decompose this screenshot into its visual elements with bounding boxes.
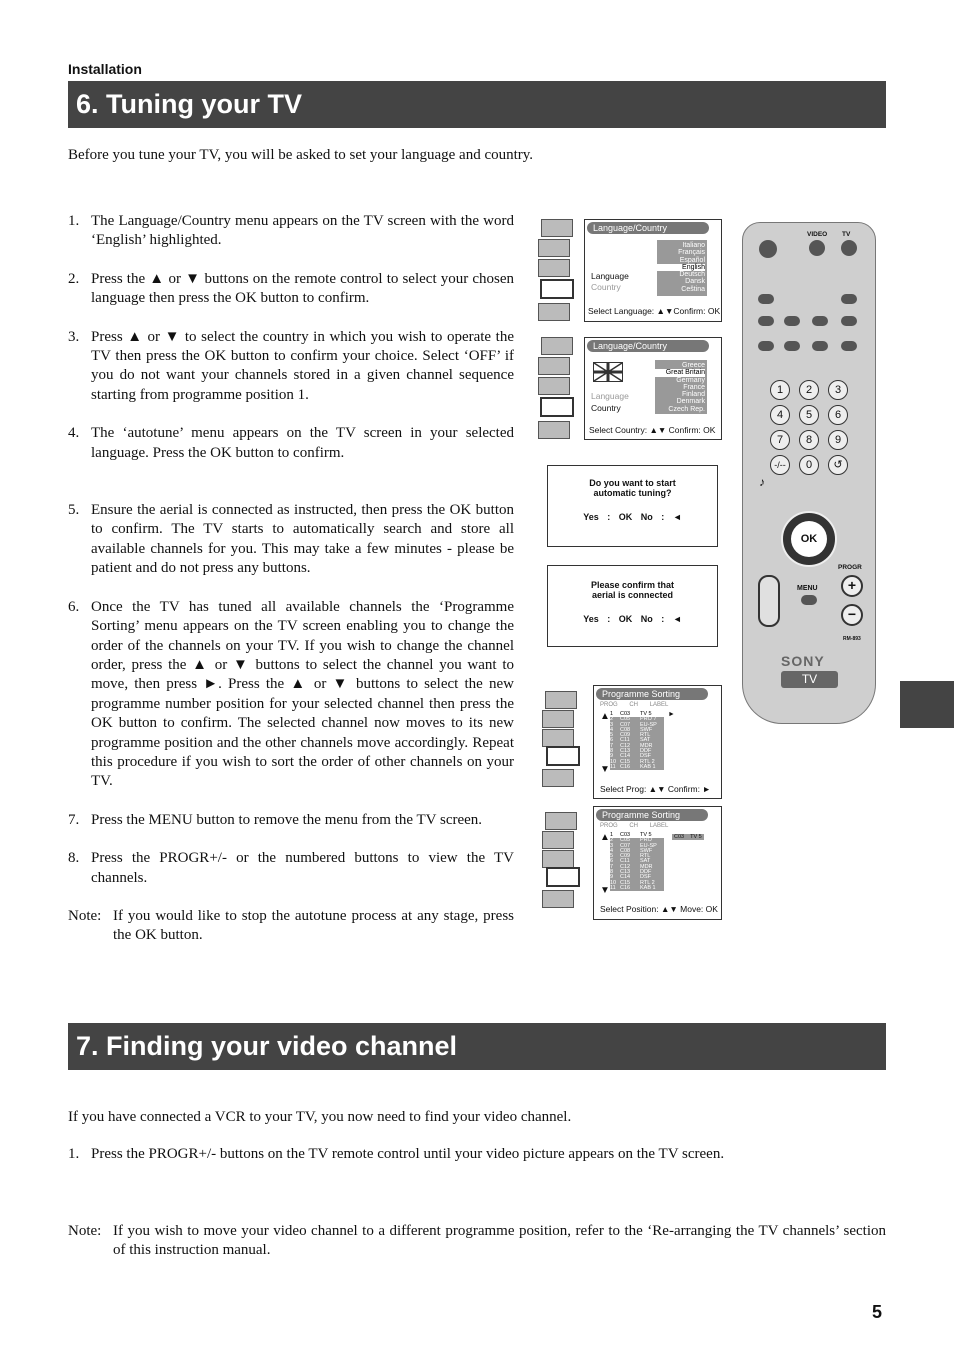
osd-footer: Select Language: ▲▼Confirm: OK [588,306,721,316]
tv-power-button[interactable] [841,240,857,256]
function-button[interactable] [784,316,800,326]
video-label: VIDEO [807,231,828,238]
features-tab-icon [538,259,570,277]
program-up-button[interactable]: + [841,575,863,597]
table-cell: PRO 7 [640,716,657,723]
aerial-prompt: Please confirm that aerial is connected Yes : OK No : ◄ [547,565,718,647]
mute-button[interactable] [759,240,777,258]
table-cell: 2 [610,837,614,844]
up-arrow-icon: ▲ [600,832,610,843]
chapter-tab [900,681,954,728]
table-cell: 1 [610,832,614,838]
step-7: 7. Press the MENU button to remove the menu from the TV screen. [68,811,483,828]
table-cell: C12 [620,863,631,870]
osd-language-menu [584,219,722,322]
menu-button[interactable] [801,595,817,605]
menu-row-country: Country [587,402,653,414]
joystick-ring [781,511,837,567]
table-cell: 8 [610,748,614,755]
table-cell: C09 [620,853,631,860]
table-cell: C12 [620,742,631,749]
number-7-button[interactable]: 7 [770,430,790,450]
table-cell: SWF [640,726,653,733]
menu-row-country: Country [591,282,621,292]
sony-logo: SONY [781,653,825,669]
section-label: Installation [68,61,142,77]
preset-tab-icon [538,303,570,321]
table-cell: 3 [610,721,614,728]
sort-columns: PROG CH LABEL [600,823,669,829]
table-cell: SAT [640,737,651,744]
table-cell: KAB 1 [640,884,656,891]
jump-button[interactable]: ↺ [828,455,848,475]
ok-button[interactable]: OK [791,521,827,557]
table-cell: RTL 2 [640,758,655,765]
table-cell: C05 [620,716,631,723]
table-cell: 6 [610,737,614,744]
menu-row-language: Language [587,270,655,282]
sound-tab-icon [542,831,574,849]
table-cell: 6 [610,858,614,865]
sort-columns: PROG CH LABEL [600,702,669,708]
table-cell: 1 [610,711,614,717]
table-cell: C15 [620,879,631,886]
moving-channel: C03 TV 5 [674,834,702,840]
function-button[interactable] [758,316,774,326]
table-cell: DSF [640,753,651,760]
table-cell: C09 [620,732,631,739]
table-cell: SAT [640,858,651,865]
sort-table [610,712,664,770]
remote-control [742,222,876,724]
table-cell: EU-SP [640,721,657,728]
osd-title: Language/Country [587,340,709,352]
function-button[interactable] [812,341,828,351]
table-cell: 5 [610,732,614,739]
table-cell: C08 [620,847,631,854]
function-button[interactable] [812,316,828,326]
right-arrow-icon: ► [668,711,675,718]
number-1-button[interactable]: 1 [770,380,790,400]
table-cell: 10 [610,879,617,886]
table-cell: MDR [640,742,653,749]
number-4-button[interactable]: 4 [770,405,790,425]
menu-label: MENU [797,585,818,592]
number-8-button[interactable]: 8 [799,430,819,450]
table-cell: C14 [620,874,631,881]
number-5-button[interactable]: 5 [799,405,819,425]
table-cell: DDF [640,869,652,876]
menu-row-language: Language [591,391,629,401]
preset-tab-icon [542,769,574,787]
up-arrow-icon: ▲ [600,711,610,722]
function-button[interactable] [758,294,774,304]
table-cell: C14 [620,753,631,760]
function-button[interactable] [841,341,857,351]
function-buttons [753,286,863,356]
table-cell: 9 [610,874,614,881]
section-6-intro: Before you tune your TV, you will be asked to set your language and country. [68,147,534,163]
table-cell: C07 [620,842,631,849]
table-cell: TV 5 [640,711,652,717]
table-cell: C07 [620,721,631,728]
step-8: 8. Press the PROGR+/- or the numbered buttons to view the TV channels. [68,850,514,886]
osd-footer: Select Prog: ▲▼ Confirm: ► [600,784,711,794]
table-cell: RTL [640,732,651,739]
table-cell: DDF [640,748,652,755]
progr-label: PROGR [838,564,862,571]
setup-tab-icon [540,279,574,299]
uk-flag-icon [593,362,623,382]
table-cell: 11 [610,763,616,770]
section-7-note: Note: If you wish to move your video channel to a different programme position, refer to the ‘Re-arranging the TV channels’ section of this instruction manual. [68,1223,886,1258]
table-cell: C03 [620,711,631,717]
tuning-steps [68,212,514,946]
page-number: 5 [872,1302,883,1322]
table-cell: MDR [640,863,653,870]
volume-rocker[interactable] [758,575,780,627]
number-2-button[interactable]: 2 [799,380,819,400]
step-1: 1. The Language/Country menu appears on the TV screen with the word ‘English’ highlighted. [68,213,514,249]
autotune-prompt: Do you want to start automatic tuning? Yes : OK No : ◄ [547,465,718,547]
picture-tab-icon [545,691,577,709]
sound-tab-icon [538,357,570,375]
osd-programme-sorting-2 [593,806,722,920]
osd-footer: Select Position: ▲▼ Move: OK [600,904,718,914]
features-tab-icon [542,729,574,747]
step-4: 4. The ‘autotune’ menu appears on the TV screen in your selected language. Press the OK button to confirm. [68,425,514,461]
down-arrow-icon: ▼ [600,764,610,775]
table-cell: 2 [610,716,614,723]
table-cell: EU-SP [640,842,657,849]
table-cell: TV 5 [640,832,652,838]
picture-tab-icon [541,219,573,237]
osd-programme-sorting-1 [593,685,722,799]
section-6-note: Note: If you would like to stop the autotune process at any stage, press the OK button. [68,907,514,944]
program-down-button[interactable]: − [841,604,863,626]
setup-tab-icon [540,397,574,417]
number-0-button[interactable]: 0 [799,455,819,475]
table-cell: C16 [620,763,631,770]
down-arrow-icon: ▼ [600,885,610,896]
table-cell: 3 [610,842,614,849]
table-cell: C05 [620,837,631,844]
section-7-intro: If you have connected a VCR to your TV, you now need to find your video channel. [68,1109,572,1125]
table-cell: RTL 2 [640,879,655,886]
table-cell: KAB 1 [640,763,656,770]
table-cell: SWF [640,847,653,854]
table-cell: 4 [610,847,614,854]
table-cell: 9 [610,753,614,760]
number-6-button[interactable]: 6 [828,405,848,425]
function-button[interactable] [758,341,774,351]
function-button[interactable] [841,316,857,326]
table-cell: 8 [610,869,614,876]
table-cell: 11 [610,884,616,891]
table-cell: C15 [620,758,631,765]
step-5: 5. Ensure the aerial is connected as instructed, then press the OK button to confirm. The TV starts to automatically search and store all available channels for you. This may take a few minutes - please be patient and do not press any buttons. [68,502,514,577]
sort-table [610,833,664,891]
number-9-button[interactable]: 9 [828,430,848,450]
table-cell: 10 [610,758,617,765]
table-cell: 5 [610,853,614,860]
table-cell: C16 [620,884,631,891]
table-cell: DSF [640,874,651,881]
function-button[interactable] [784,341,800,351]
left-arrow-icon: ◄ [672,512,682,522]
table-row [610,886,664,891]
number-3-button[interactable]: 3 [828,380,848,400]
table-cell: C13 [620,748,631,755]
step-3: 3. Press ▲ or ▼ to select the country in which you wish to operate the TV then press the OK button to confirm your choice. Select ‘OFF’ if you do not want your channels stored in a given channel sequence starting from programme position 1. [68,328,514,403]
function-button[interactable] [841,294,857,304]
model-label: RM-893 [843,636,861,642]
sound-tab-icon [538,239,570,257]
step-6: 6. Once the TV has tuned all available channels the ‘Programme Sorting’ menu appears on the TV screen enabling you to change the order of the channels on your TV. If you wish to change the channel order, press the ▲ or ▼ buttons to select the channel you want to move, then press ►. Press the ▲ or ▼ buttons to select the new programme number position for your selected channel then press the OK button to confirm. The selected channel now moves to its new programme position and the other channels move accordingly. Repeat this procedure if you wish to sort the order of other channels on your TV. [68,598,514,790]
osd-footer: Select Country: ▲▼ Confirm: OK [589,425,716,435]
section-7-heading: 7. Finding your video channel [68,1023,886,1070]
double-digit-button[interactable]: -/-- [770,455,790,475]
features-tab-icon [542,850,574,868]
osd-title: Programme Sorting [596,809,708,821]
video-power-button[interactable] [809,240,825,256]
table-cell: 7 [610,742,614,749]
table-cell: PRO [640,837,652,844]
features-tab-icon [538,377,570,395]
table-cell: C03 [620,832,631,838]
preset-tab-icon [542,890,574,908]
osd-title: Programme Sorting [596,688,708,700]
ok-label: OK [618,614,633,624]
table-cell: C13 [620,869,631,876]
step-2: 2. Press the ▲ or ▼ buttons on the remote control to select your chosen language then press the OK button to confirm. [68,270,514,307]
language-list: Italiano Français Español English Deutsch Dansk Ceština [657,242,705,293]
table-cell: C11 [620,858,630,865]
ok-label: OK [618,512,633,522]
sound-icon: ♪ [759,475,765,489]
tv-badge: TV [781,671,838,688]
section-6-heading: 6. Tuning your TV [68,81,886,128]
picture-tab-icon [541,337,573,355]
preset-tab-icon [538,421,570,439]
picture-tab-icon [545,812,577,830]
sound-tab-icon [542,710,574,728]
left-arrow-icon: ◄ [672,614,682,624]
setup-tab-icon [546,746,580,766]
table-cell: C08 [620,726,631,733]
country-list: Greece Great Britain Germany France Finland Denmark Czech Rep. [655,362,705,413]
table-cell: 4 [610,726,614,733]
table-cell: RTL [640,853,651,860]
tv-label: TV [842,231,851,238]
setup-tab-icon [546,867,580,887]
table-row [610,765,664,770]
section-7-step-1: 1. Press the PROGR+/- buttons on the TV remote control until your video picture appears on the TV screen. [68,1146,725,1162]
table-cell: 7 [610,863,614,870]
osd-title: Language/Country [587,222,709,234]
osd-country-menu [584,337,722,440]
table-cell: C11 [620,737,630,744]
